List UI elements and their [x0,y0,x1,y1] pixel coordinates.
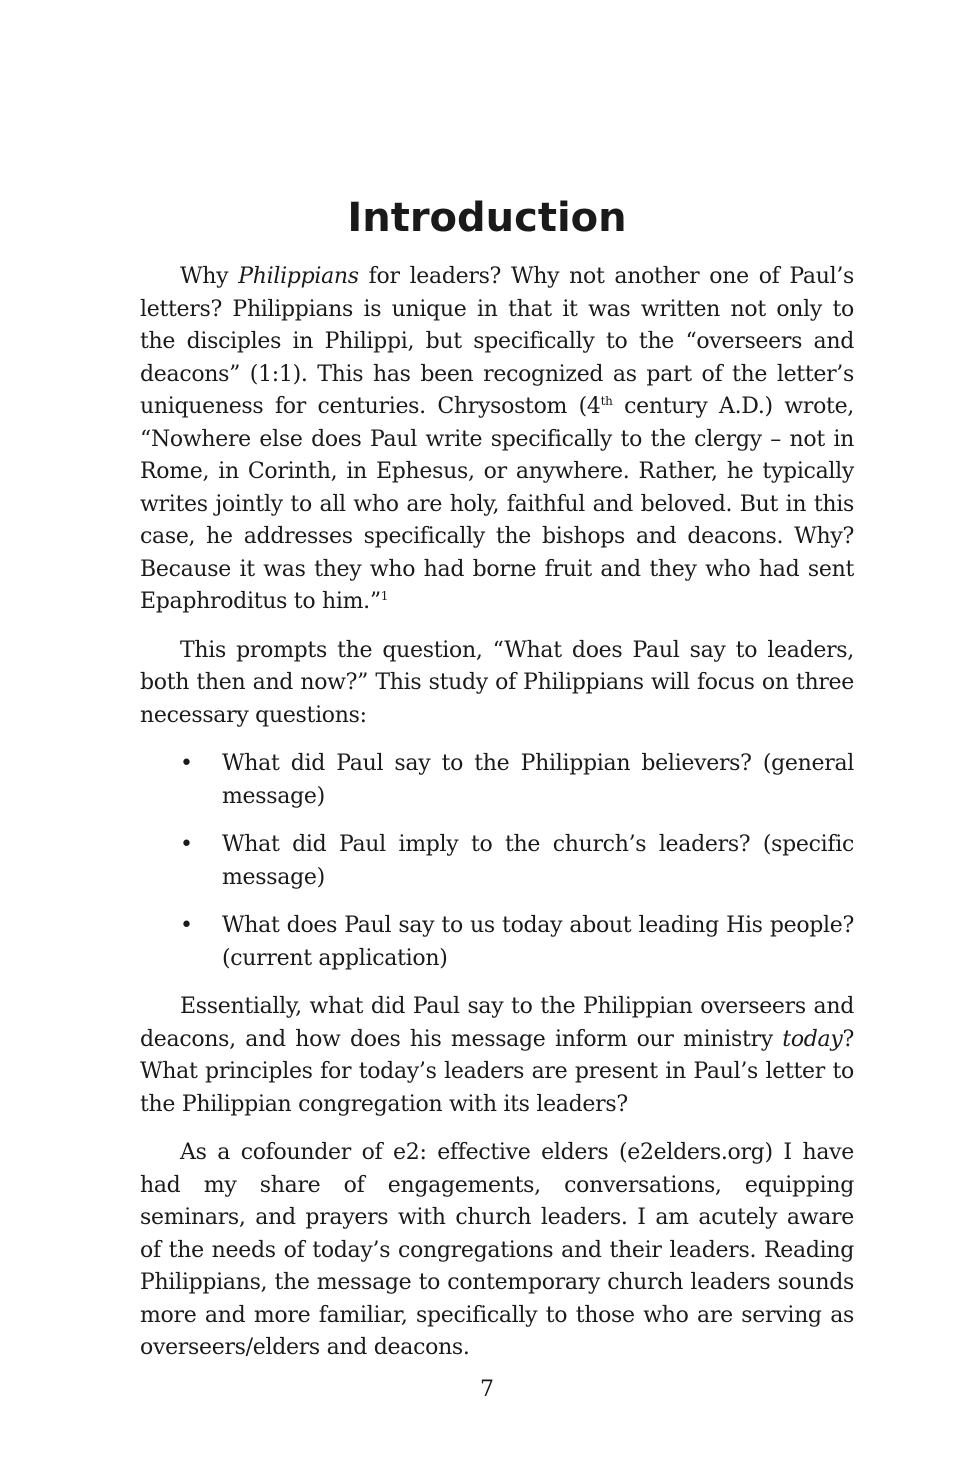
list-item [140,829,854,894]
paragraph-1-text-c: for leaders? Why not another one of Paul’s letters? Philippians is unique in that it was written not only to the disciples in Philippi, but specifically to the “overseers and deacons” (1:1). This has been recognized as part of the letter’s uniqueness for centuries. Chrysostom (4 [140,264,854,419]
paragraph-1-text-e: century A.D.) wrote, “Nowhere else does Paul write specifically to the clergy – not in Rome, in Corinth, in Ephesus, or anywhere. Rather, he typically writes jointly to all who are holy, faithful and beloved. But in this case, he addresses specifically the bishops and deacons. Why? Because it was they who had borne fruit and they who had sent Epaphroditus to him.” [140,394,854,614]
bullet-icon: • [180,913,193,938]
paragraph-1 [140,261,854,619]
paragraph-3-text-c: ? What principles for today’s leaders are present in Paul’s letter to the Philippian congregation with its leaders? [140,1026,854,1117]
list-item-text: What did Paul say to the Philippian believers? (general message) [222,751,854,809]
list-item [140,910,854,975]
list-item-text: What does Paul say to us today about leading His people? (current application) [222,913,854,971]
paragraph-2: This prompts the question, “What does Paul say to leaders, both then and now?” This study of Philippians will focus on three necessary questions: [140,637,854,728]
paragraph-3-italic-today: today [782,1026,843,1052]
bullet-icon: • [180,832,193,857]
list-item-text: What did Paul imply to the church’s leaders? (specific message) [222,832,854,890]
page-number: 7 [480,1377,494,1402]
paragraph-3 [140,991,854,1121]
list-item [140,748,854,813]
footnote-marker: 1 [380,588,389,603]
chapter-title: Introduction [347,195,627,241]
paragraph-1-italic-book-title: Philippians [238,264,359,289]
question-list [140,748,854,975]
paragraph-3-text-a: Essentially, what did Paul say to the Philippian overseers and deacons, and how does his message inform our ministry [140,994,854,1052]
ordinal-suffix: th [600,393,613,408]
bullet-icon: • [180,751,193,776]
paragraph-1-text-a: Why [180,264,239,289]
paragraph-4: As a cofounder of e2: effective elders (e2elders.org) I have had my share of engagements, conversations, equipping seminars, and prayers with church leaders. I am acutely aware of the needs of today’s congregations and their leaders. Reading Philippians, the message to contemporary church leaders sounds more and more familiar, specifically to those who are serving as overseers/elders and deacons. [140,1140,854,1360]
chapter-body [140,261,854,1381]
